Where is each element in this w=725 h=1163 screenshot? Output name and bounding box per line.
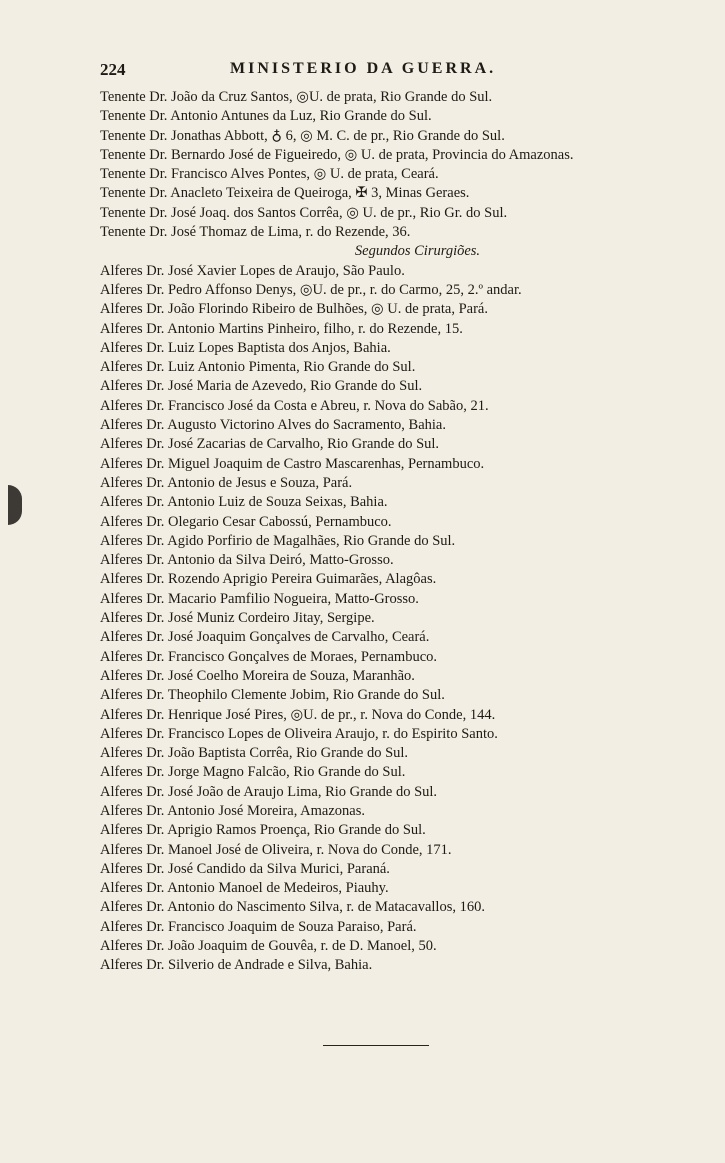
list-item: Alferes Dr. Augusto Victorino Alves do Sacramento, Bahia. xyxy=(100,417,446,434)
list-item: Alferes Dr. Jorge Magno Falcão, Rio Grande do Sul. xyxy=(100,764,406,781)
section-title: Segundos Cirurgiões. xyxy=(354,243,481,260)
list-item: Alferes Dr. Agido Porfirio de Magalhães, Rio Grande do Sul. xyxy=(100,532,456,549)
list-item: Alferes Dr. Francisco Lopes de Oliveira Araujo, r. do Espirito Santo. xyxy=(100,725,498,742)
closing-rule xyxy=(323,1045,429,1046)
list-item: Alferes Dr. Antonio da Silva Deiró, Matto-Grosso. xyxy=(100,552,394,569)
list-item: Alferes Dr. Antonio do Nascimento Silva, r. de Matacavallos, 160. xyxy=(100,899,485,916)
list-item: Alferes Dr. Antonio Luiz de Souza Seixas, Bahia. xyxy=(100,494,388,511)
list-item: Tenente Dr. José Thomaz de Lima, r. do Rezende, 36. xyxy=(100,224,411,241)
list-item: Alferes Dr. José Zacarias de Carvalho, Rio Grande do Sul. xyxy=(100,436,440,453)
list-item: Alferes Dr. Antonio Manoel de Medeiros, Piauhy. xyxy=(100,880,389,897)
list-item: Alferes Dr. José Coelho Moreira de Souza, Maranhão. xyxy=(100,667,415,684)
list-item: Alferes Dr. José Xavier Lopes de Araujo, São Paulo. xyxy=(100,262,405,279)
list-item: Tenente Dr. Jonathas Abbott, ♁ 6, ◎ M. C. de pr., Rio Grande do Sul. xyxy=(100,127,505,144)
list-item: Alferes Dr. José Muniz Cordeiro Jitay, Sergipe. xyxy=(100,610,375,627)
list-item: Alferes Dr. João Florindo Ribeiro de Bulhões, ◎ U. de prata, Pará. xyxy=(100,301,488,318)
list-item: Alferes Dr. Antonio José Moreira, Amazonas. xyxy=(100,802,365,819)
list-item: Alferes Dr. Antonio de Jesus e Souza, Pará. xyxy=(100,474,353,491)
page-header xyxy=(100,60,700,82)
list-item: Alferes Dr. Francisco Joaquim de Souza Paraiso, Pará. xyxy=(100,918,417,935)
list-item: Tenente Dr. Bernardo José de Figueiredo, ◎ U. de prata, Provincia do Amazonas. xyxy=(100,146,574,163)
list-item: Tenente Dr. José Joaq. dos Santos Corrêa, ◎ U. de pr., Rio Gr. do Sul. xyxy=(100,204,508,221)
list-item: Alferes Dr. José João de Araujo Lima, Rio Grande do Sul. xyxy=(100,783,438,800)
list-item: Tenente Dr. João da Cruz Santos, ◎U. de prata, Rio Grande do Sul. xyxy=(100,89,493,105)
list-item: Alferes Dr. Manoel José de Oliveira, r. Nova do Conde, 171. xyxy=(100,841,452,858)
list-item: Alferes Dr. José Maria de Azevedo, Rio Grande do Sul. xyxy=(100,378,423,395)
list-item: Alferes Dr. José Candido da Silva Murici, Paraná. xyxy=(100,860,390,877)
binding-shadow xyxy=(8,485,22,525)
page-number: 224 xyxy=(100,60,126,79)
list-item: Alferes Dr. Macario Pamfilio Nogueira, Matto-Grosso. xyxy=(100,590,419,607)
list-item: Alferes Dr. Antonio Martins Pinheiro, filho, r. do Rezende, 15. xyxy=(100,320,463,337)
list-item: Alferes Dr. José Joaquim Gonçalves de Carvalho, Ceará. xyxy=(100,629,430,646)
list-item: Tenente Dr. Anacleto Teixeira de Queiroga, ✠ 3, Minas Geraes. xyxy=(100,185,470,202)
list-item: Tenente Dr. Francisco Alves Pontes, ◎ U. de prata, Ceará. xyxy=(100,166,439,183)
list-item: Alferes Dr. Luiz Lopes Baptista dos Anjos, Bahia. xyxy=(100,339,391,356)
list-item: Alferes Dr. Henrique José Pires, ◎U. de pr., r. Nova do Conde, 144. xyxy=(100,706,496,723)
list-item: Alferes Dr. Aprigio Ramos Proença, Rio Grande do Sul. xyxy=(100,822,426,839)
list-item: Alferes Dr. Theophilo Clemente Jobim, Rio Grande do Sul. xyxy=(100,687,445,704)
list-item: Tenente Dr. Antonio Antunes da Luz, Rio Grande do Sul. xyxy=(100,108,432,125)
list-item: Alferes Dr. Olegario Cesar Cabossú, Pernambuco. xyxy=(100,513,392,530)
list-item: Alferes Dr. Rozendo Aprigio Pereira Guimarães, Alagôas. xyxy=(100,571,437,588)
officer-list xyxy=(100,88,675,976)
list-item: Alferes Dr. João Baptista Corrêa, Rio Grande do Sul. xyxy=(100,745,409,762)
list-item: Alferes Dr. Luiz Antonio Pimenta, Rio Grande do Sul. xyxy=(100,359,416,376)
list-item: Alferes Dr. Silverio de Andrade e Silva, Bahia. xyxy=(100,957,373,974)
list-item: Alferes Dr. Miguel Joaquim de Castro Mascarenhas, Pernambuco. xyxy=(100,455,485,472)
list-item: Alferes Dr. João Joaquim de Gouvêa, r. de D. Manoel, 50. xyxy=(100,938,437,955)
list-item: Alferes Dr. Pedro Affonso Denys, ◎U. de pr., r. do Carmo, 25, 2.º andar. xyxy=(100,281,522,298)
list-item: Alferes Dr. Francisco José da Costa e Abreu, r. Nova do Sabão, 21. xyxy=(100,397,489,414)
list-item: Alferes Dr. Francisco Gonçalves de Moraes, Pernambuco. xyxy=(100,648,438,665)
running-title: MINISTERIO DA GUERRA. xyxy=(230,60,497,77)
